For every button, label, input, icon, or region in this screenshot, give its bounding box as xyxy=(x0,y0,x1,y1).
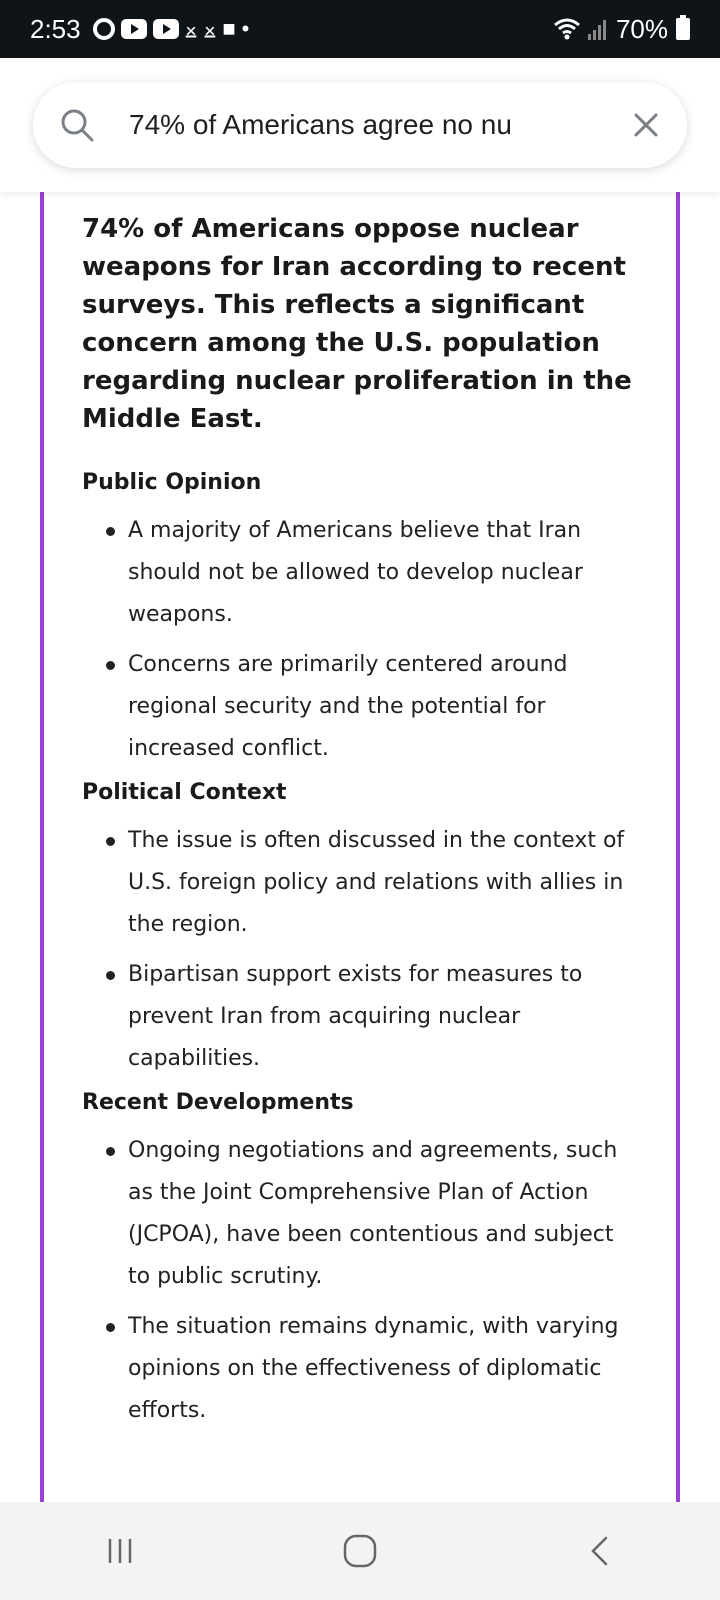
list-item: Ongoing negotiations and agreements, such as the Joint Comprehensive Plan of Action (JCPOA), have been contentious and subject to public scrutiny. xyxy=(82,1130,638,1298)
carrier-icon: ■ xyxy=(222,16,236,41)
notification-icons xyxy=(93,16,250,42)
bird-icon: ⨱ xyxy=(184,16,198,41)
battery-percent: 70% xyxy=(615,13,668,44)
search-box[interactable] xyxy=(33,82,687,168)
list-item: The issue is often discussed in the context of U.S. foreign policy and relations with allies in the region. xyxy=(82,820,638,946)
answer-headline: 74% of Americans oppose nuclear weapons for Iran according to recent surveys. This reflects a significant concern among the U.S. population regarding nuclear proliferation in the Middle East. xyxy=(82,214,632,434)
status-right xyxy=(554,14,690,45)
youtube-icon xyxy=(121,19,147,39)
home-icon[interactable] xyxy=(330,1521,390,1581)
status-time: 2:53 xyxy=(30,13,81,44)
answer-card xyxy=(40,192,680,1502)
bullet-list xyxy=(82,1130,638,1432)
wifi-icon xyxy=(554,18,580,40)
bullet-list xyxy=(82,510,638,770)
bullet-list xyxy=(82,820,638,1080)
list-item: Bipartisan support exists for measures to prevent Iran from acquiring nuclear capabilities. xyxy=(82,954,638,1080)
close-icon[interactable] xyxy=(631,110,661,140)
more-notifications-dot-icon: • xyxy=(241,16,250,41)
navigation-bar xyxy=(0,1502,720,1600)
battery-icon xyxy=(676,18,690,40)
bird-icon: ⨱ xyxy=(203,16,217,41)
search-input[interactable] xyxy=(129,109,549,141)
back-icon[interactable] xyxy=(570,1521,630,1581)
recents-icon[interactable] xyxy=(90,1521,150,1581)
search-header xyxy=(0,58,720,192)
list-item: The situation remains dynamic, with varying opinions on the effectiveness of diplomatic efforts. xyxy=(82,1306,638,1432)
list-item: A majority of Americans believe that Iran should not be allowed to develop nuclear weapons. xyxy=(82,510,638,636)
signal-icon xyxy=(588,18,608,40)
search-icon[interactable] xyxy=(59,107,95,143)
app-notification-icon xyxy=(93,18,115,40)
list-item: Concerns are primarily centered around regional security and the potential for increased conflict. xyxy=(82,644,638,770)
status-bar xyxy=(0,0,720,58)
section-title-public-opinion: Public Opinion xyxy=(82,470,262,495)
section-title-recent-developments: Recent Developments xyxy=(82,1090,354,1115)
youtube-icon xyxy=(153,19,179,39)
section-title-political-context: Political Context xyxy=(82,780,287,805)
